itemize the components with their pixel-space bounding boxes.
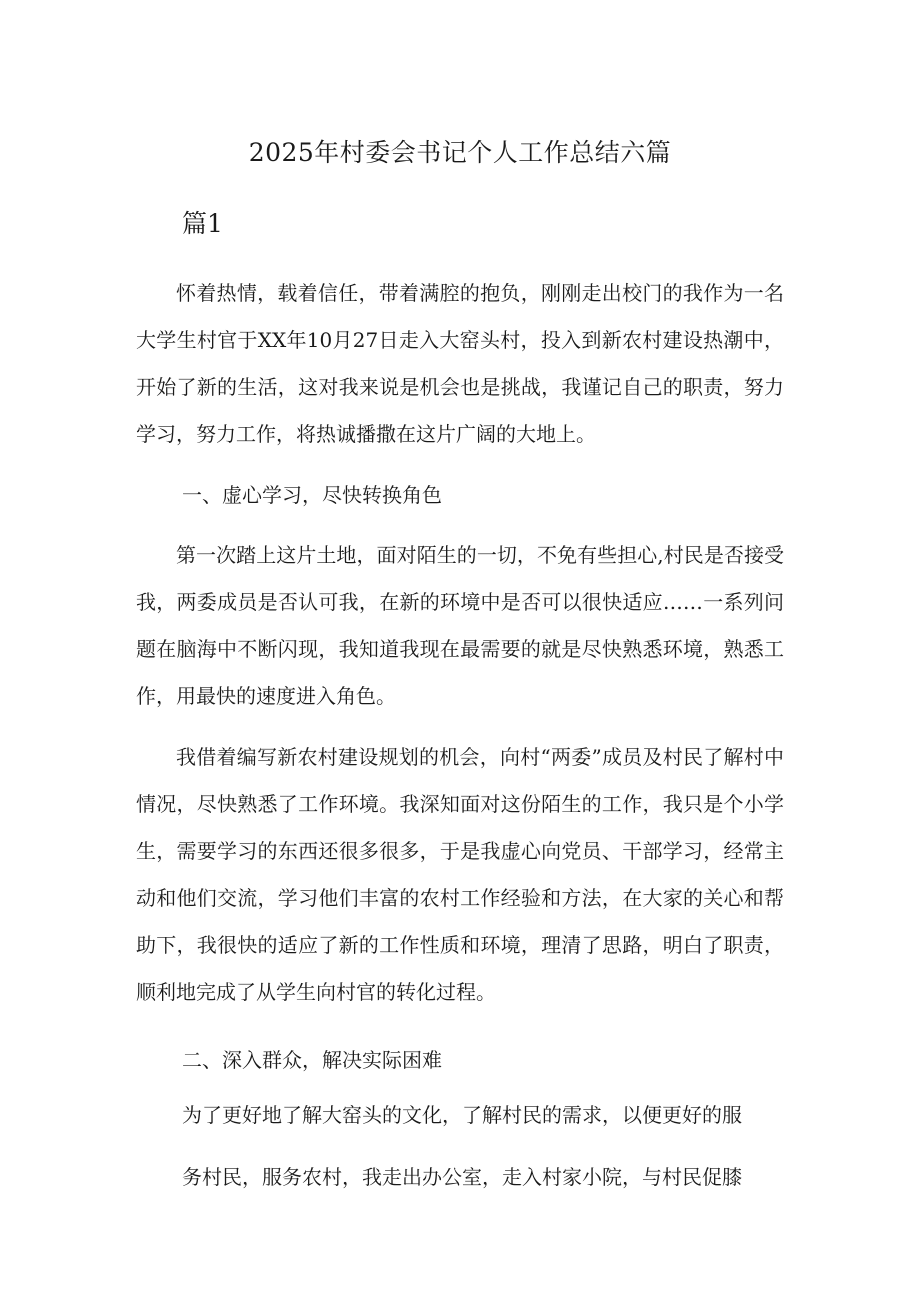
document-title: 2025年村委会书记个人工作总结六篇 <box>248 138 672 167</box>
paragraph-body-3-line-2: 务村民，服务农村，我走出办公室，走入村家小院，与村民促膝 <box>182 1165 742 1189</box>
paragraph-intro: 怀着热情，载着信任，带着满腔的抱负，刚刚走出校门的我作为一名大学生村官于XX年10月27日走入大窑头村，投入到新农村建设热潮中，开始了新的生活，这对我来说是机会也是挑战，我谨记自己的职责，努力学习，努力工作，将热诚播撒在这片广阔的大地上。 <box>136 281 784 446</box>
section-label: 篇1 <box>182 209 223 238</box>
paragraph-body-2: 我借着编写新农村建设规划的机会，向村“两委”成员及村民了解村中情况，尽快熟悉了工作环境。我深知面对这份陌生的工作，我只是个小学生，需要学习的东西还很多很多，于是我虚心向党员、干部学习，经常主动和他们交流，学习他们丰富的农村工作经验和方法，在大家的关心和帮助下，我很快的适应了新的工作性质和环境，理清了思路，明白了职责，顺利地完成了从学生向村官的转化过程。 <box>136 745 784 1004</box>
paragraph-body-3-line-1: 为了更好地了解大窑头的文化，了解村民的需求，以便更好的服 <box>182 1103 742 1127</box>
paragraph-body-1: 第一次踏上这片土地，面对陌生的一切，不免有些担心,村民是否接受我，两委成员是否认可我，在新的环境中是否可以很快适应……一系列问题在脑海中不断闪现，我知道我现在最需要的就是尽快熟悉环境，熟悉工作，用最快的速度进入角色。 <box>136 543 784 708</box>
heading-2: 二、深入群众，解决实际困难 <box>182 1048 442 1072</box>
heading-1: 一、虚心学习，尽快转换角色 <box>182 483 442 507</box>
